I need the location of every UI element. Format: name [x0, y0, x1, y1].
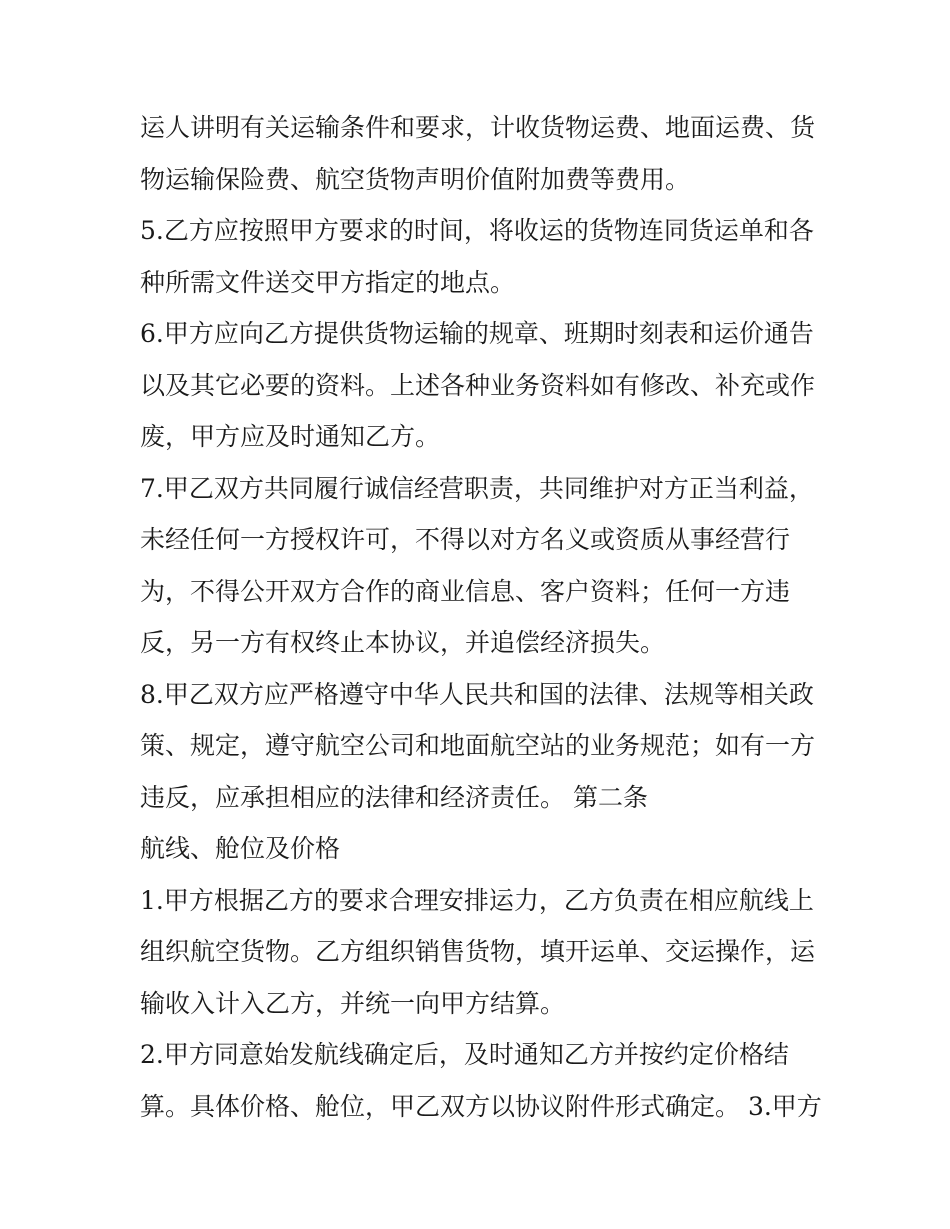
- text-line: 算。具体价格、舱位，甲乙双方以协议附件形式确定。 3.甲方: [140, 1091, 822, 1121]
- text-line: 1.甲方根据乙方的要求合理安排运力，乙方负责在相应航线上: [140, 885, 814, 915]
- text-line: 以及其它必要的资料。上述各种业务资料如有修改、补充或作: [140, 370, 816, 400]
- text-line: 策、规定，遵守航空公司和地面航空站的业务规范；如有一方: [140, 731, 816, 760]
- text-line: 未经任何一方授权许可，不得以对方名义或资质从事经营行: [140, 525, 791, 554]
- text-line: 种所需文件送交甲方指定的地点。: [140, 267, 516, 297]
- text-line: 运人讲明有关运输条件和要求，计收货物运费、地面运费、货: [140, 113, 816, 142]
- text-line: 8.甲乙双方应严格遵守中华人民共和国的法律、法规等相关政: [140, 679, 814, 709]
- section-heading: 航线、舱位及价格: [140, 834, 341, 863]
- text-line: 违反，应承担相应的法律和经济责任。 第二条: [140, 782, 648, 812]
- text-line: 为，不得公开双方合作的商业信息、客户资料；任何一方违: [140, 576, 791, 606]
- text-line: 物运输保险费、航空货物声明价值附加费等费用。: [140, 164, 691, 194]
- text-line: 2.甲方同意始发航线确定后，及时通知乙方并按约定价格结: [140, 1040, 789, 1069]
- text-line: 废，甲方应及时通知乙方。: [140, 422, 441, 451]
- text-line: 输收入计入乙方，并统一向甲方结算。: [140, 988, 566, 1018]
- text-line: 5.乙方应按照甲方要求的时间，将收运的货物连同货运单和各: [140, 216, 814, 245]
- document-body: [140, 102, 820, 1132]
- text-line: 6.甲方应向乙方提供货物运输的规章、班期时刻表和运价通告: [140, 319, 814, 348]
- text-line: 反，另一方有权终止本协议，并追偿经济损失。: [140, 628, 666, 657]
- text-line: 组织航空货物。乙方组织销售货物，填开运单、交运操作，运: [140, 937, 816, 966]
- text-line: 7.甲乙双方共同履行诚信经营职责，共同维护对方正当利益，: [140, 473, 814, 503]
